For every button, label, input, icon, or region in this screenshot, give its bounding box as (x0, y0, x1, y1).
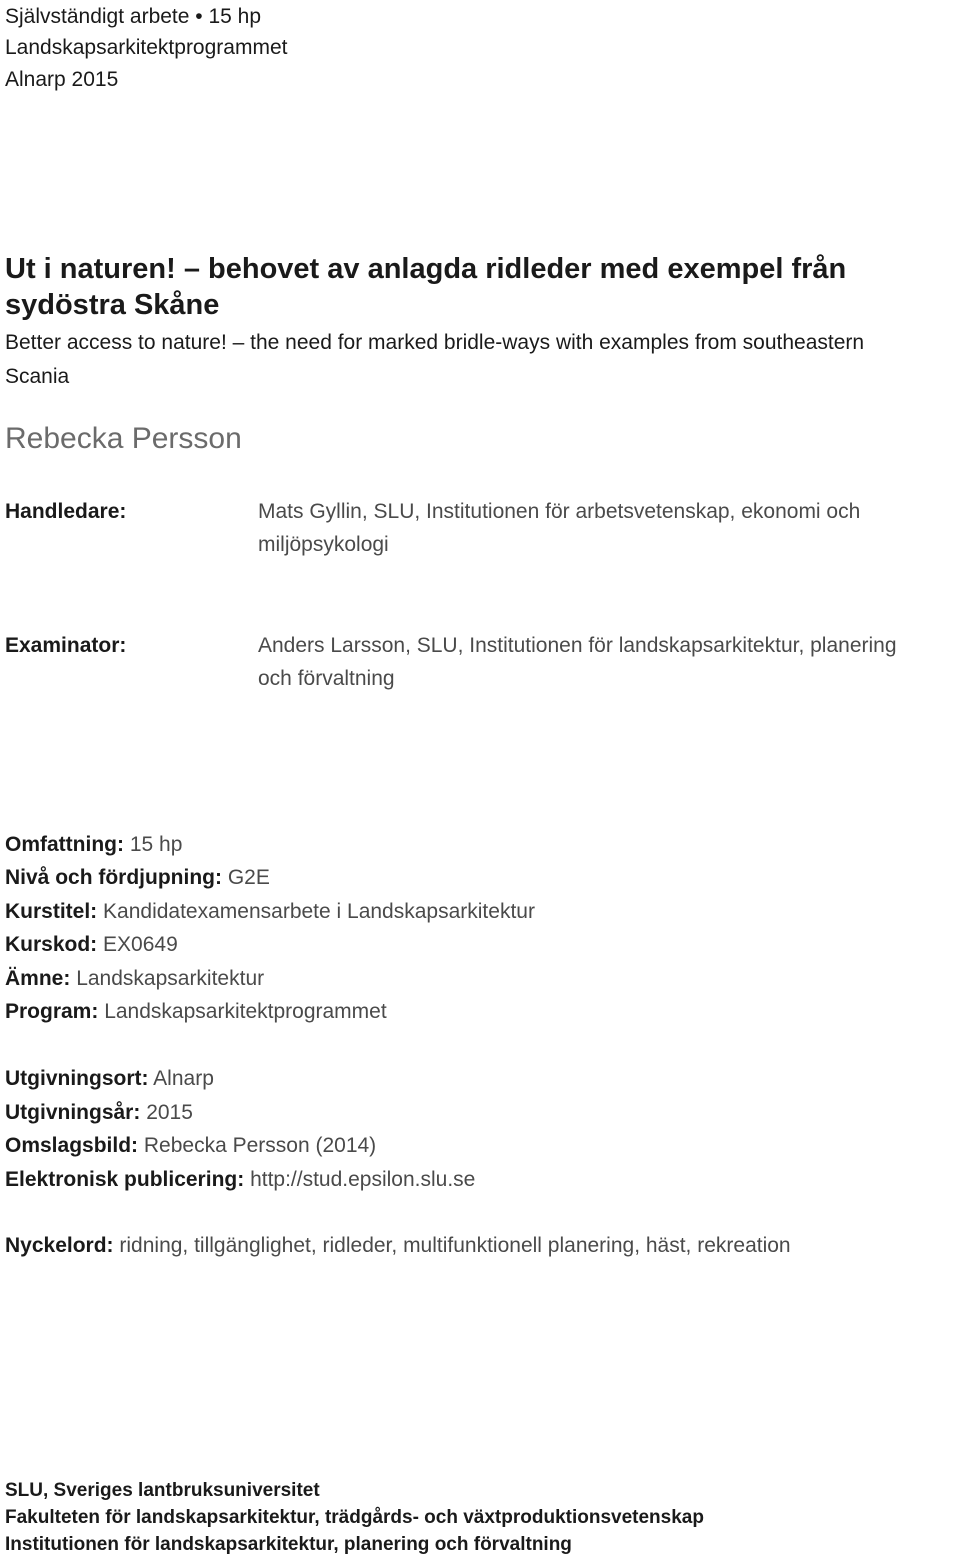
field-program-label: Program: (5, 1000, 99, 1023)
supervisor-value-line-2: miljöpsykologi (258, 533, 389, 556)
header-program-line: Landskapsarkitektprogrammet (5, 36, 288, 59)
field-course-code-value: EX0649 (103, 933, 178, 956)
subtitle-line-2: Scania (5, 365, 70, 388)
field-publication-year-label: Utgivningsår: (5, 1101, 141, 1124)
field-electronic-publication-label: Elektronisk publicering: (5, 1168, 245, 1191)
field-cover-image-value: Rebecka Persson (2014) (143, 1134, 377, 1157)
field-subject-value: Landskapsarkitektur (76, 967, 265, 990)
field-publication-place-label: Utgivningsort: (5, 1067, 149, 1090)
footer-department: Institutionen för landskapsarkitektur, planering och förvaltning (5, 1534, 572, 1555)
field-keywords-value: ridning, tillgänglighet, ridleder, multifunktionell planering, häst, rekreation (119, 1234, 791, 1257)
field-course-title-label: Kurstitel: (5, 900, 98, 923)
field-publication-year (5, 1096, 193, 1129)
field-scope (5, 828, 182, 861)
header-course-line: Självständigt arbete • 15 hp (5, 5, 262, 28)
field-electronic-publication (5, 1163, 475, 1196)
field-level-value: G2E (227, 866, 270, 889)
title-line-1: Ut i naturen! – behovet av anlagda ridleder med exempel från (5, 253, 847, 285)
examiner-value-line-2: och förvaltning (258, 667, 395, 690)
field-course-title (5, 895, 535, 928)
field-publication-place-value: Alnarp (153, 1067, 214, 1090)
field-keywords (5, 1229, 791, 1262)
field-publication-place (5, 1062, 214, 1095)
field-course-code (5, 928, 178, 961)
field-electronic-publication-value: http://stud.epsilon.slu.se (250, 1168, 476, 1191)
field-program-value: Landskapsarkitektprogrammet (104, 1000, 387, 1023)
subtitle-line-1: Better access to nature! – the need for marked bridle-ways with examples from southeastern (5, 331, 865, 354)
field-cover-image-label: Omslagsbild: (5, 1134, 139, 1157)
examiner-label: Examinator: (5, 634, 127, 657)
field-course-title-value: Kandidatexamensarbete i Landskapsarkitektur (103, 900, 535, 923)
field-cover-image (5, 1129, 376, 1162)
header-place-year-line: Alnarp 2015 (5, 68, 119, 91)
field-subject (5, 962, 264, 995)
field-scope-label: Omfattning: (5, 833, 124, 856)
field-level-label: Nivå och fördjupning: (5, 866, 222, 889)
field-program (5, 995, 387, 1028)
field-course-code-label: Kurskod: (5, 933, 98, 956)
author-name: Rebecka Persson (5, 422, 242, 455)
supervisor-value-line-1: Mats Gyllin, SLU, Institutionen för arbetsvetenskap, ekonomi och (258, 500, 861, 523)
field-keywords-label: Nyckelord: (5, 1234, 114, 1257)
examiner-value-line-1: Anders Larsson, SLU, Institutionen för landskapsarkitektur, planering (258, 634, 897, 657)
field-scope-value: 15 hp (129, 833, 183, 856)
title-line-2: sydöstra Skåne (5, 289, 220, 321)
field-publication-year-value: 2015 (146, 1101, 193, 1124)
footer-university: SLU, Sveriges lantbruksuniversitet (5, 1480, 320, 1501)
field-subject-label: Ämne: (5, 967, 71, 990)
supervisor-label: Handledare: (5, 500, 127, 523)
footer-faculty: Fakulteten för landskapsarkitektur, trädgårds- och växtproduktionsvetenskap (5, 1507, 704, 1528)
field-level (5, 861, 270, 894)
